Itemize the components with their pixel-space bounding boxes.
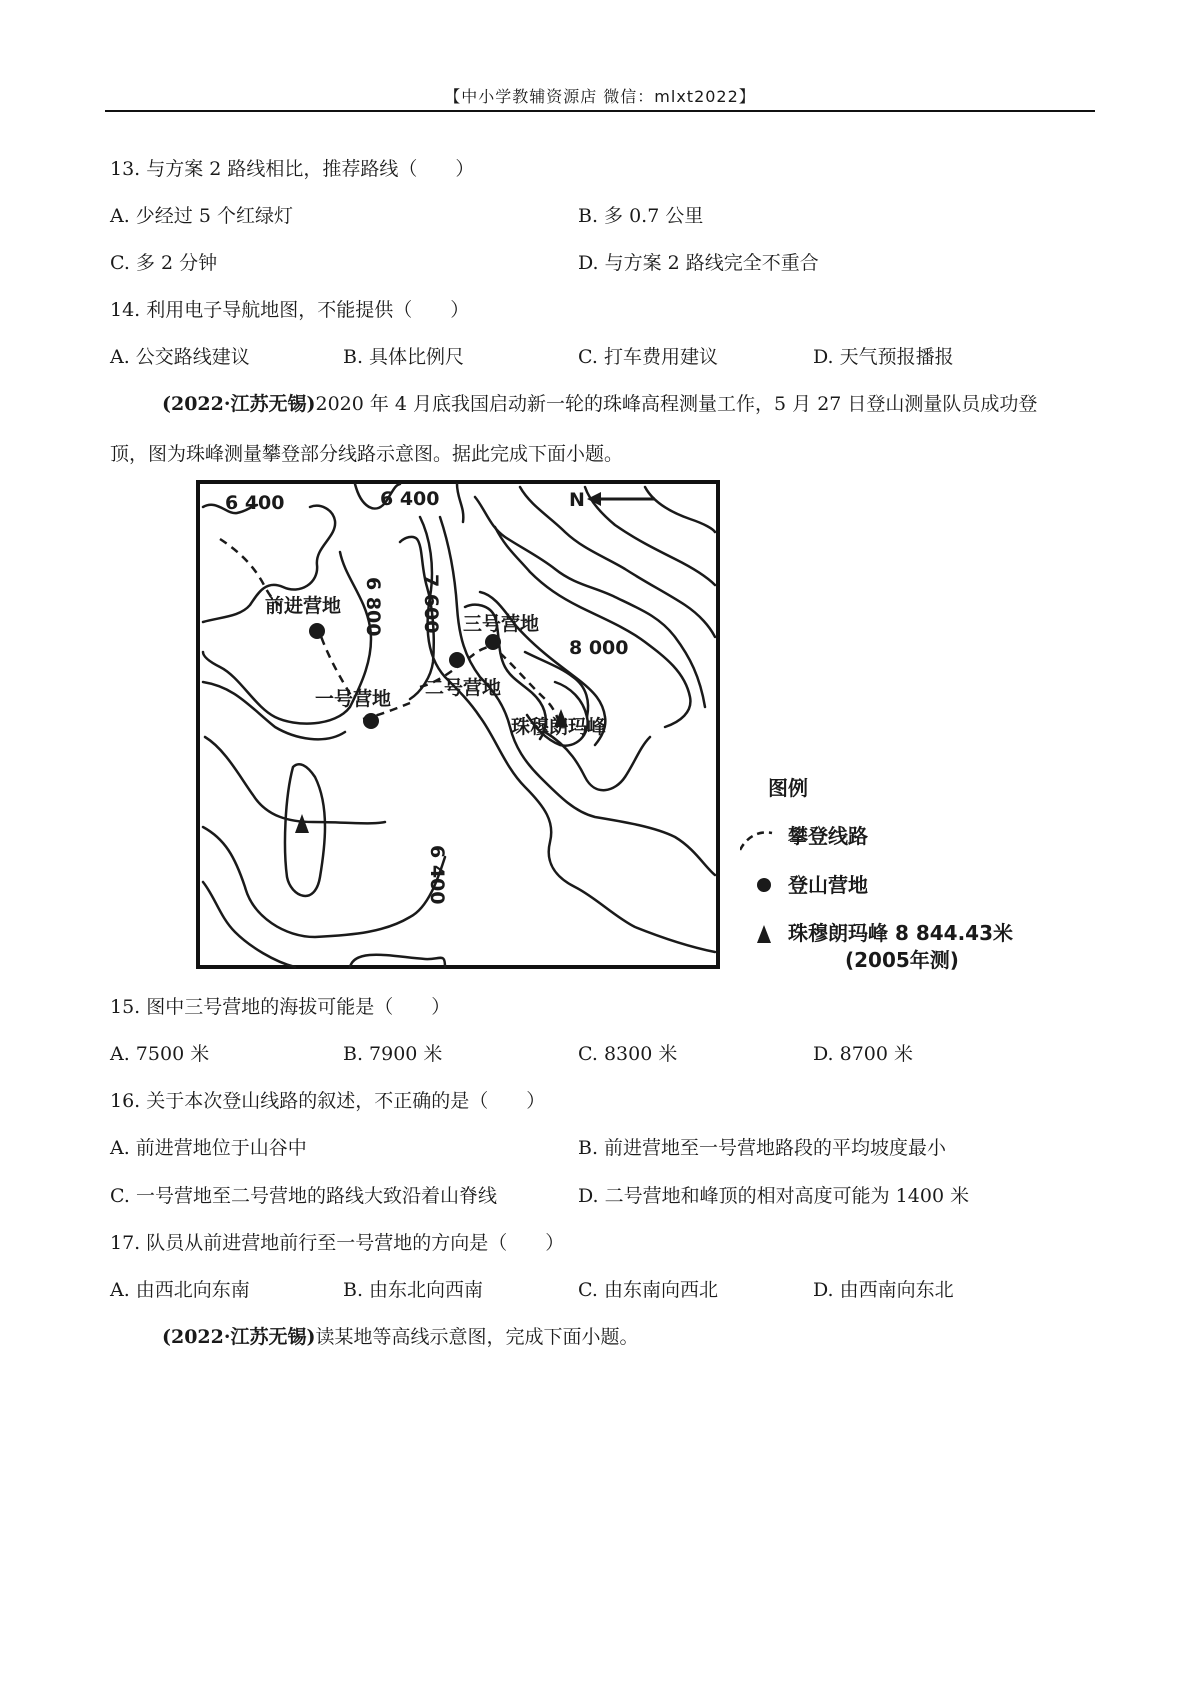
q15-option-c: C. 8300 米 (578, 1043, 678, 1065)
contour-label-6400-c: 6 400 (426, 845, 448, 905)
legend-peak-label: 珠穆朗玛峰 8 844.43米 (788, 921, 1014, 945)
q16-option-a: A. 前进营地位于山谷中 (110, 1137, 307, 1159)
q13-option-b: B. 多 0.7 公里 (578, 205, 704, 227)
peak-label: 珠穆朗玛峰 (511, 716, 607, 738)
page-header: 【中小学教辅资源店 微信：mlxt2022】 (444, 87, 756, 106)
camp3-marker (485, 634, 501, 650)
legend-peak-note: (2005年测) (845, 948, 959, 972)
q13-option-a: A. 少经过 5 个红绿灯 (110, 205, 293, 227)
q16-option-d: D. 二号营地和峰顶的相对高度可能为 1400 米 (578, 1185, 970, 1207)
q17-stem: 17. 队员从前进营地前行至一号营地的方向是（ ） (110, 1232, 565, 1254)
passage2-text: 读某地等高线示意图，完成下面小题。 (315, 1326, 639, 1348)
legend-route-symbol (740, 832, 772, 850)
legend-title: 图例 (768, 776, 808, 800)
camp2-marker (449, 652, 465, 668)
passage1-source: (2022·江苏无锡) (162, 393, 316, 415)
passage1-line2: 顶，图为珠峰测量攀登部分线路示意图。据此完成下面小题。 (110, 443, 624, 465)
contour-label-7600: 7 600 (420, 574, 442, 634)
q13-option-d: D. 与方案 2 路线完全不重合 (578, 252, 819, 274)
q14-option-d: D. 天气预报播报 (813, 346, 954, 368)
advance-camp-marker (309, 623, 325, 639)
q13-stem: 13. 与方案 2 路线相比，推荐路线（ ） (110, 158, 475, 180)
legend-route-label: 攀登线路 (788, 824, 868, 848)
q17-option-a: A. 由西北向东南 (110, 1279, 250, 1301)
contour-label-6800: 6 800 (362, 577, 384, 637)
header-divider (105, 110, 1095, 112)
contour-label-8000: 8 000 (569, 637, 629, 659)
q16-option-c: C. 一号营地至二号营地的路线大致沿着山脊线 (110, 1185, 497, 1207)
advance-camp-label: 前进营地 (265, 595, 342, 617)
contour-label-6400-b: 6 400 (380, 488, 440, 510)
q16-stem: 16. 关于本次登山线路的叙述，不正确的是（ ） (110, 1090, 546, 1112)
camp1-marker (363, 713, 379, 729)
q15-stem: 15. 图中三号营地的海拔可能是（ ） (110, 996, 451, 1018)
q14-option-b: B. 具体比例尺 (343, 346, 465, 368)
passage1-text: 2020 年 4 月底我国启动新一轮的珠峰高程测量工作，5 月 27 日登山测量队员成功登 (315, 393, 1038, 415)
q15-option-d: D. 8700 米 (813, 1043, 914, 1065)
q17-option-d: D. 由西南向东北 (813, 1279, 954, 1301)
passage1-line1 (162, 392, 1037, 416)
q15-option-b: B. 7900 米 (343, 1043, 443, 1065)
q17-option-c: C. 由东南向西北 (578, 1279, 718, 1301)
camp2-label: 二号营地 (425, 677, 502, 699)
map-legend (740, 770, 1085, 975)
passage2-line (162, 1325, 639, 1349)
contour-label-6400-a: 6 400 (225, 492, 285, 514)
q17-option-b: B. 由东北向西南 (343, 1279, 484, 1301)
q16-option-b: B. 前进营地至一号营地路段的平均坡度最小 (578, 1137, 947, 1159)
q13-option-c: C. 多 2 分钟 (110, 252, 218, 274)
legend-camp-symbol (757, 878, 771, 892)
camp3-label: 三号营地 (463, 613, 540, 635)
map-frame (198, 482, 718, 967)
q14-stem: 14. 利用电子导航地图，不能提供（ ） (110, 299, 470, 321)
north-label: N (569, 489, 585, 511)
legend-peak-symbol (757, 925, 771, 943)
q15-option-a: A. 7500 米 (110, 1043, 210, 1065)
legend-camp-label: 登山营地 (788, 873, 868, 897)
passage2-source: (2022·江苏无锡) (162, 1326, 316, 1348)
q14-option-c: C. 打车费用建议 (578, 346, 718, 368)
contour-map (195, 477, 725, 972)
q14-option-a: A. 公交路线建议 (110, 346, 250, 368)
camp1-label: 一号营地 (315, 688, 392, 710)
